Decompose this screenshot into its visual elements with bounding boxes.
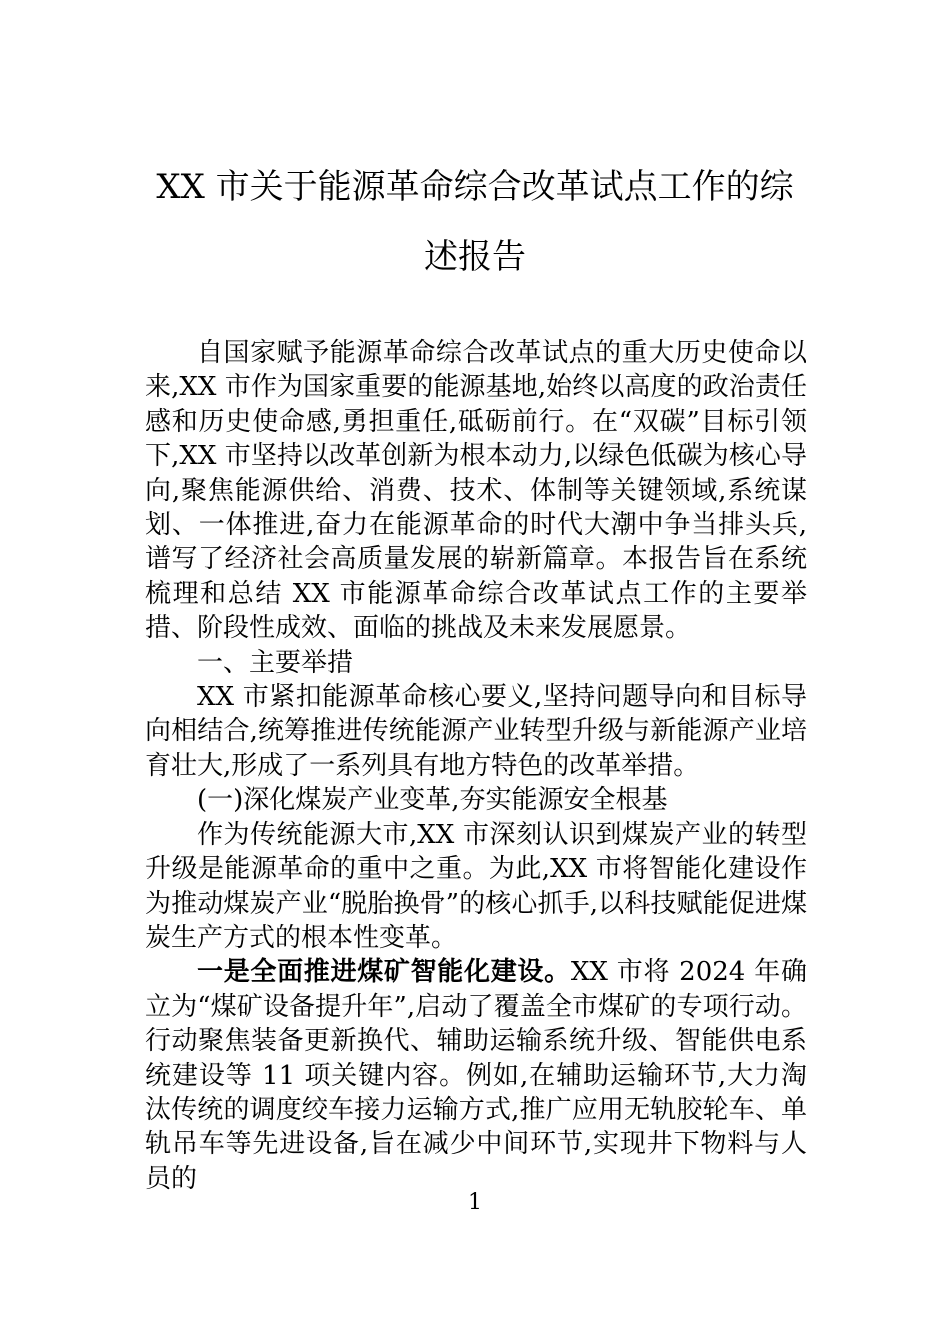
page-number: 1 [468,1190,482,1215]
document-title: XX 市关于能源革命综合改革试点工作的综述报告 [156,167,794,277]
coal-industry-paragraph: 作为传统能源大市,XX 市深刻认识到煤炭产业的转型升级是能源革命的重中之重。为此,XX 市将智能化建设作为推动煤炭产业“脱胎换骨”的核心抓手,以科技赋能促进煤炭生产方式的根本性变革。 [145,819,807,953]
document-body [145,336,807,1196]
paragraph-lead-text: 一是全面推进煤矿智能化建设。 [197,957,571,988]
section-intro-paragraph: XX 市紧扣能源革命核心要义,坚持问题导向和目标导向相结合,统筹推进传统能源产业转型升级与新能源产业培育壮大,形成了一系列具有地方特色的改革举措。 [145,682,807,781]
coal-mine-intelligence-paragraph [145,955,807,1196]
paragraph-body-text: XX 市将 2024 年确立为“煤矿设备提升年”,启动了覆盖全市煤矿的专项行动。行动聚焦装备更新换代、辅助运输系统升级、智能供电系统建设等 11 项关键内容。例如,在辅助运输环节,大力淘汰传统的调度绞车接力运输方式,推广应用无轨胶轮车、单轨吊车等先进设备,旨在减少中间环节,实现井下物料与人员的 [145,957,807,1194]
intro-paragraph: 自国家赋予能源革命综合改革试点的重大历史使命以来,XX 市作为国家重要的能源基地,始终以高度的政治责任感和历史使命感,勇担重任,砥砺前行。在“双碳”目标引领下,XX 市坚持以改革创新为根本动力,以绿色低碳为核心导向,聚焦能源供给、消费、技术、体制等关键领域,系统谋划、一体推进,奋力在能源革命的时代大潮中争当排头兵,谱写了经济社会高质量发展的崭新篇章。本报告旨在系统梳理和总结 XX 市能源革命综合改革试点工作的主要举措、阶段性成效、面临的挑战及未来发展愿景。 [145,338,807,644]
subsection-heading-coal-industry: (一)深化煤炭产业变革,夯实能源安全根基 [197,785,668,816]
section-heading-main-measures: 一、主要举措 [197,647,354,678]
